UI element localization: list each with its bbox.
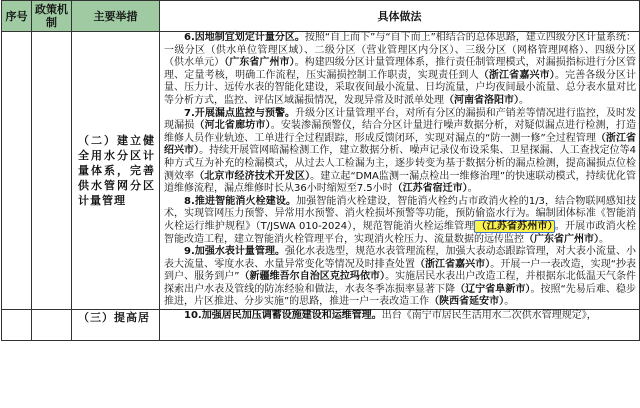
item-text: 。安装渗漏预警仪，结合分区计量进行噪声数据分析，对疑似漏点进行检测，打造维修人员作业轨迹、工单进行全过程跟踪，形成反馈闭环，实现对漏点的“防一测一修”全过程管理: [164, 120, 637, 144]
item-title: 7.开展漏点监控与预警。: [184, 107, 296, 119]
item-text: 。开展一户一表改造，实现“抄表到户、服务到户”: [164, 258, 637, 283]
item-text: 。按照“先易后难、稳步推进，片区推进、分步实施”的思路，推进一户一表改造工作: [164, 283, 637, 308]
location-tag: （广东省广州市）: [224, 57, 295, 69]
item-text: 加强智能消火栓建设，智能消火栓约占市政消火栓的1/3，结合物联网感知技术，实现管网压力预警、异常用水预警、消火栓损坏预警等功能，预防偷盗水行为。编制团体标准《智能消火栓运行维护规程》（T/JSWA 010-2024），规范智能消火栓运维管理: [164, 195, 636, 232]
table-row: [2, 310, 640, 341]
detail-items: [164, 32, 636, 309]
item-title: 8.推进智能消火栓建设。: [184, 195, 297, 207]
location-tag: （浙江省绍兴市）: [164, 132, 636, 157]
item-text: 强化水表选型，规范水表管理流程，加强大表动态跟踪管理，对大表小流量、小表大流量、零度水表、水量异常变化等情况及时排查处置: [164, 246, 637, 270]
item-text: 升级分区计量管理平台，对所有分区的漏损和产销差等情况进行监控，及时发现漏损: [164, 107, 637, 132]
header-detail: 具体做法: [160, 1, 640, 32]
table-row: [2, 32, 640, 310]
item-text: 。开展市政消火栓智能改造工程，建立智能消火栓管理平台，实现消火栓压力、流量数据的远传监控: [164, 220, 637, 245]
index-cell: [2, 32, 32, 310]
detail-paragraph: [164, 310, 636, 323]
item-text: 。持续开展管网暗漏检测工作，建立数据分析、噪声记录仪布设采集、卫星探漏、人工查找定位等4种方式互为补充的检漏模式，从过去人工检漏为主，逐步转变为基于数据分析的漏点检测，提高漏损点位检测效率: [164, 145, 636, 182]
policy-table: [1, 0, 640, 341]
detail-cell: [160, 310, 640, 341]
item-text: 。: [467, 183, 478, 195]
detail-paragraph: [164, 108, 636, 196]
item-text: 。建立起“DMA监测一漏点检出一维修治理”的快速联动模式，持续优化管道维修流程，漏点维修时长从36小时缩短至7.5小时: [164, 170, 637, 195]
item-text: 。实施居民水表出户改造工程，并根据东北低温天气条件探索出户水表及管线的防冻经验和做法，水表冬季冻损率显著下降: [164, 271, 637, 295]
location-tag: （陕西省延安市）: [429, 296, 505, 308]
measure-cell: （三）提高居: [72, 310, 160, 341]
item-text: 。: [599, 233, 609, 245]
location-tag: （新疆维吾尔自治区克拉玛依市）: [239, 271, 386, 283]
detail-paragraph: [164, 246, 636, 309]
detail-paragraph: [164, 196, 636, 246]
header-measure: 主要举措: [72, 1, 160, 32]
header-policy: 政策机制: [32, 1, 72, 32]
item-title: 9.加强水表计量管理。: [184, 246, 286, 258]
item-text: 出台《南宁市居民生活用水二次供水管理规定》，: [381, 310, 597, 322]
location-tag: （浙江省嘉兴市）: [414, 258, 491, 270]
location-tag: （河北省廊坊市）: [194, 120, 271, 132]
highlighted-location: （江苏省苏州市）: [476, 220, 553, 232]
detail-cell: [160, 32, 640, 310]
location-tag: （浙江省嘉兴市）: [478, 69, 555, 81]
item-text: 。: [519, 94, 529, 106]
detail-paragraph: [164, 32, 636, 108]
location-tag: （江苏省宿迁市）: [392, 183, 468, 195]
index-cell: [2, 310, 32, 341]
item-text: 。完善各级分区计量、压力计、远传水表的智能化建设，采取夜间最小流量、日均流量，户均夜间最小流量、总分表水量对比等分析方式，监控、评估区域漏损情况，发现异常及时派单处理: [164, 69, 637, 106]
item-title: 6.因地制宜划定计量分区。: [184, 32, 305, 43]
location-tag: （北京市经济技术开发区）: [194, 170, 311, 182]
location-tag: （河南省洛阳市）: [444, 94, 519, 106]
table-header-row: [2, 1, 640, 32]
item-text: 按照“自上而下”与“自下而上”相结合的总体思路，建立四级分区计量系统：一级分区（供水单位管理区域）、二级分区（营业管理区内分区）、三级分区（网格管理网格）、四级分区（供水单元）: [164, 32, 636, 69]
policy-cell: [32, 32, 72, 310]
header-index: 序号: [2, 1, 32, 32]
location-tag: （广东省广州市）: [524, 233, 599, 245]
policy-cell: [32, 310, 72, 341]
item-text: 。: [504, 296, 515, 308]
location-tag: （辽宁省阜新市）: [455, 283, 531, 295]
item-text: 。构建四级分区计量管理体系，推行责任制管理模式，对漏损指标进行分区管理、定量考核，明确工作流程，压实漏损控制工作职责，实现责任到人: [164, 57, 637, 81]
measure-cell: （二）建立健全用水分区计量体系，完善供水管网分区计量管理: [72, 32, 160, 310]
item-title: 10.加强居民加压调蓄设施建设和运维管理。: [184, 310, 382, 322]
